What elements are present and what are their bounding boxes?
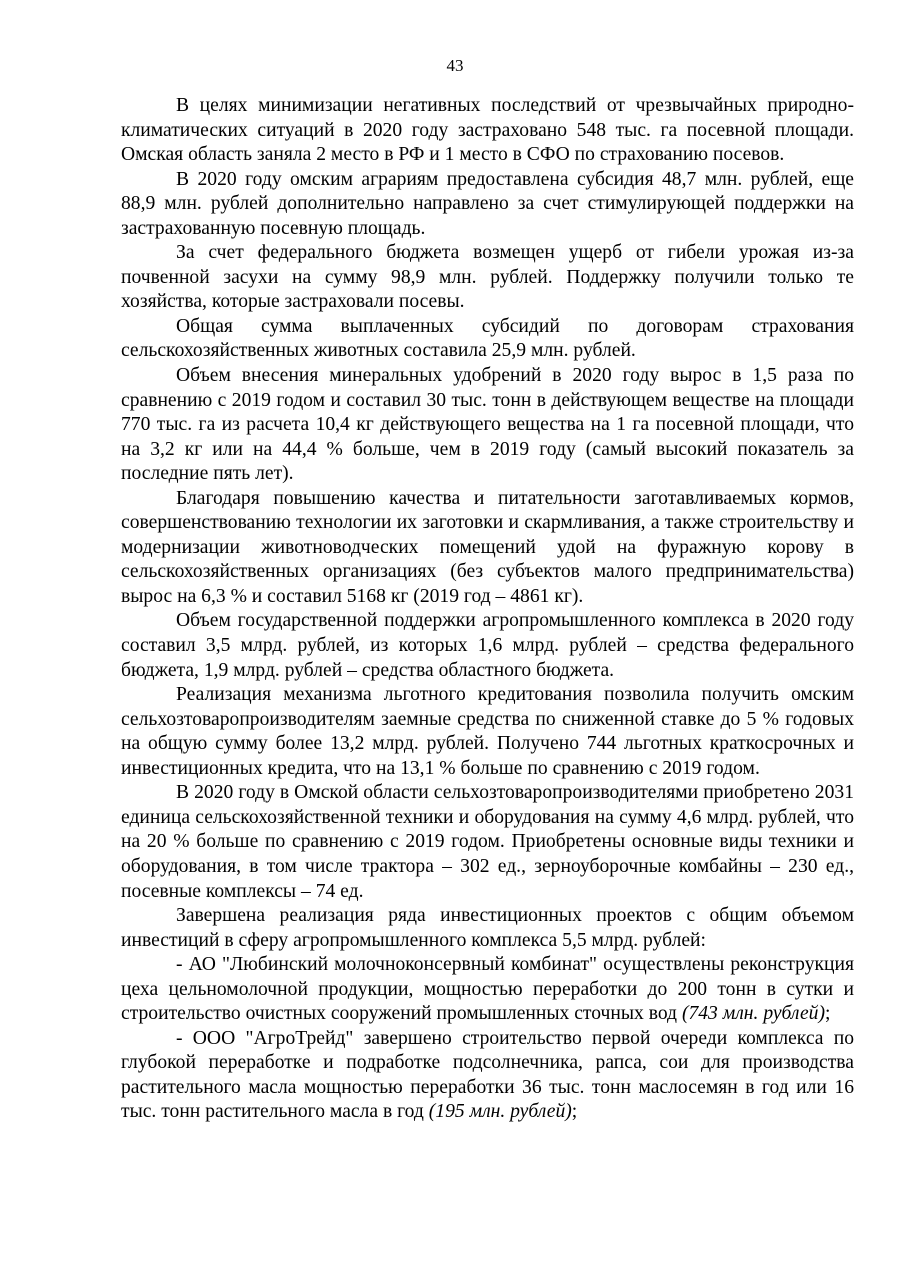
project-item-text: - АО "Любинский молочноконсервный комбинат" осуществлены реконструкция цеха цельномолочной продукции, мощностью переработки до 200 тонн в сутки и строительство очистных сооружений промышленных сточных вод	[121, 954, 854, 1025]
paragraph-state-support: Объем государственной поддержки агропромышленного комплекса в 2020 году составил 3,5 млрд. рублей, из которых 1,6 млрд. рублей – средства федерального бюджета, 1,9 млрд. рублей – средства областного бюджета.	[121, 610, 854, 681]
project-item-end: ;	[824, 1003, 831, 1025]
paragraph-machinery: В 2020 году в Омской области сельхозтоваропроизводителями приобретено 2031 единица сельскохозяйственной техники и оборудования на сумму 4,6 млрд. рублей, что на 20 % больше по сравнению с 2019 годом. Приобретены основные виды техники и оборудования, в том числе трактора – 302 ед., зерноуборочные комбайны – 230 ед., посевные комплексы – 74 ед.	[121, 782, 854, 902]
project-item-lyubinsky	[121, 953, 854, 1027]
paragraph-fertilizers: Объем внесения минеральных удобрений в 2020 году вырос в 1,5 раза по сравнению с 2019 годом и составил 30 тыс. тонн в действующем веществе на площади 770 тыс. га из расчета 10,4 кг действующего вещества на 1 га посевной площади, что на 3,2 кг или на 44,4 % больше, чем в 2019 году (самый высокий показатель за последние пять лет).	[121, 365, 854, 485]
project-item-end: ;	[571, 1101, 578, 1123]
project-item-amount: (743 млн. рублей)	[681, 1003, 825, 1025]
paragraph-milk-yield: Благодаря повышению качества и питательности заготавливаемых кормов, совершенствованию технологии их заготовки и скармливания, а также строительству и модернизации животноводческих помещений удой на фуражную корову в сельскохозяйственных организациях (без субъектов малого предпринимательства) вырос на 6,3 % и составил 5168 кг (2019 год – 4861 кг).	[121, 487, 854, 607]
paragraph-investment-projects: Завершена реализация ряда инвестиционных проектов с общим объемом инвестиций в сферу агропромышленного комплекса 5,5 млрд. рублей:	[121, 905, 854, 951]
paragraph-drought-compensation: За счет федерального бюджета возмещен ущерб от гибели урожая из-за почвенной засухи на сумму 98,9 млн. рублей. Поддержку получили только те хозяйства, которые застраховали посевы.	[121, 242, 854, 313]
paragraph-preferential-credit: Реализация механизма льготного кредитования позволила получить омским сельхозтоваропроизводителям заемные средства по сниженной ставке до 5 % годовых на общую сумму более 13,2 млрд. рублей. Получено 744 льготных краткосрочных и инвестиционных кредита, что на 13,1 % больше по сравнению с 2019 годом.	[121, 684, 854, 779]
document-body	[121, 94, 854, 1125]
project-item-text: - ООО "АгроТрейд" завершено строительство первой очереди комплекса по глубокой переработке и подработке подсолнечника, рапса, сои для производства растительного масла мощностью переработки 36 тыс. тонн маслосемян в год или 16 тыс. тонн растительного масла в год	[121, 1027, 854, 1123]
page-number: 43	[446, 56, 464, 75]
paragraph-livestock-insurance: Общая сумма выплаченных субсидий по договорам страхования сельскохозяйственных животных составила 25,9 млн. рублей.	[121, 315, 854, 362]
project-item-amount: (195 млн. рублей)	[428, 1101, 572, 1123]
paragraph-crop-insurance: В целях минимизации негативных последствий от чрезвычайных природно-климатических ситуаций в 2020 году застраховано 548 тыс. га посевной площади. Омская область заняла 2 место в РФ и 1 место в СФО по страхованию посевов.	[121, 95, 854, 166]
project-item-agrotrade	[121, 1027, 854, 1125]
paragraph-insurance-subsidy: В 2020 году омским аграриям предоставлена субсидия 48,7 млн. рублей, еще 88,9 млн. рублей дополнительно направлено за счет стимулирующей поддержки на застрахованную посевную площадь.	[121, 168, 854, 239]
